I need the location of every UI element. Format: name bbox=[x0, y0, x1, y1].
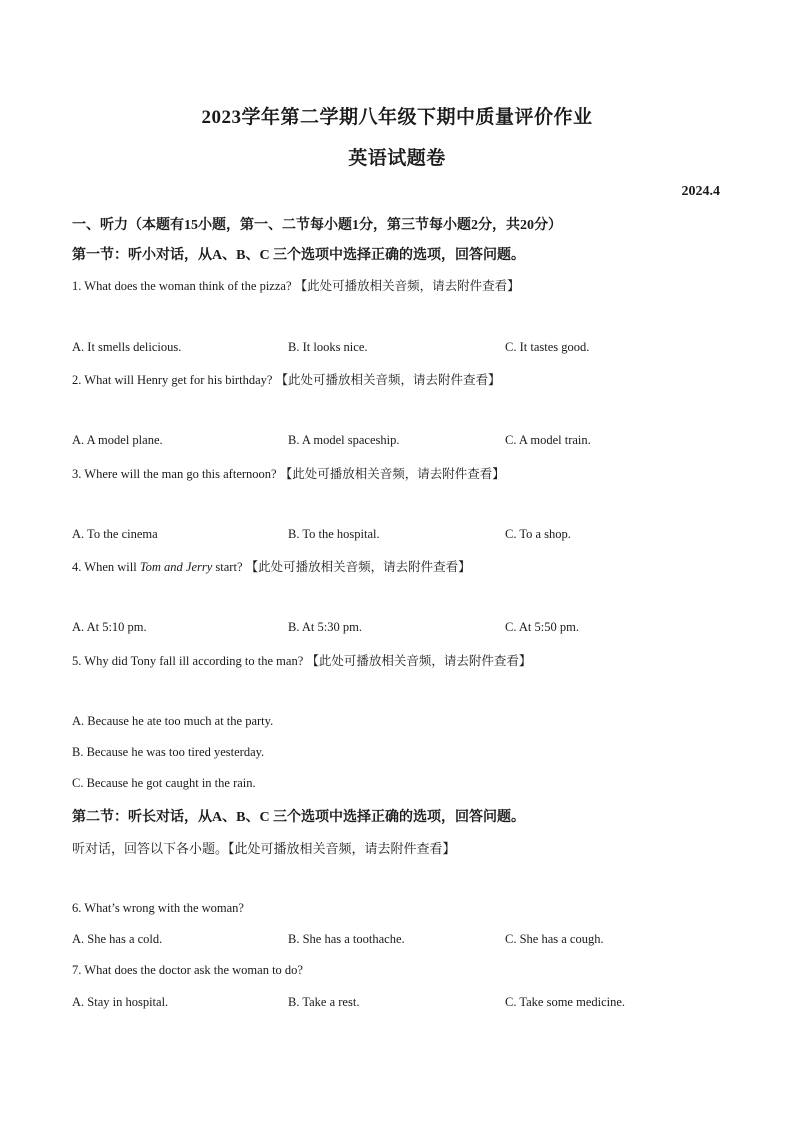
part1-heading: 一、听力（本题有15小题，第一、二节每小题1分，第三节每小题2分，共20分） bbox=[72, 218, 562, 233]
section2-heading: 第二节：听长对话，从A、B、C 三个选项中选择正确的选项，回答问题。 bbox=[72, 810, 526, 825]
question-4-italic-title: Tom and Jerry bbox=[139, 560, 213, 574]
q7-option-a: A. Stay in hospital. bbox=[72, 995, 169, 1009]
q3-option-c: C. To a shop. bbox=[505, 527, 571, 541]
q6-option-c: C. She has a cough. bbox=[505, 932, 604, 946]
exam-date: 2024.4 bbox=[681, 184, 720, 199]
q2-option-b: B. A model spaceship. bbox=[288, 433, 400, 447]
q7-option-c: C. Take some medicine. bbox=[505, 995, 626, 1009]
q6-option-b: B. She has a toothache. bbox=[288, 932, 405, 946]
exam-subtitle: 英语试题卷 bbox=[348, 148, 446, 169]
section1-heading: 第一节：听小对话，从A、B、C 三个选项中选择正确的选项，回答问题。 bbox=[72, 248, 526, 263]
q7-option-b: B. Take a rest. bbox=[288, 995, 360, 1009]
audio-note-4: 【此处可播放相关音频，请去附件查看】 bbox=[245, 559, 471, 574]
audio-note-2: 【此处可播放相关音频，请去附件查看】 bbox=[275, 372, 501, 387]
q1-option-a: A. It smells delicious. bbox=[72, 340, 182, 354]
question-1-text: 1. What does the woman think of the pizza? bbox=[72, 279, 292, 293]
audio-note-3: 【此处可播放相关音频，请去附件查看】 bbox=[279, 466, 505, 481]
question-5-text: 5. Why did Tony fall ill according to the man? bbox=[72, 654, 304, 668]
q5-option-a: A. Because he ate too much at the party. bbox=[72, 714, 274, 728]
audio-note-1: 【此处可播放相关音频，请去附件查看】 bbox=[294, 278, 520, 293]
q4-option-c: C. At 5:50 pm. bbox=[505, 620, 579, 634]
section2-intro: 听对话，回答以下各小题。【此处可播放相关音频，请去附件查看】 bbox=[72, 842, 456, 857]
q3-option-a: A. To the cinema bbox=[72, 527, 158, 541]
question-7: 7. What does the doctor ask the woman to do? bbox=[72, 963, 303, 977]
question-5 bbox=[72, 651, 531, 669]
exam-title: 2023学年第二学期八年级下期中质量评价作业 bbox=[201, 107, 593, 128]
question-4-text-before: 4. When will bbox=[72, 560, 140, 574]
question-2 bbox=[72, 370, 501, 388]
q3-option-b: B. To the hospital. bbox=[288, 527, 380, 541]
question-1 bbox=[72, 276, 520, 294]
q2-option-c: C. A model train. bbox=[505, 433, 591, 447]
question-3 bbox=[72, 464, 505, 482]
q2-option-a: A. A model plane. bbox=[72, 433, 163, 447]
question-4 bbox=[72, 557, 471, 575]
q1-option-c: C. It tastes good. bbox=[505, 340, 590, 354]
q5-option-c: C. Because he got caught in the rain. bbox=[72, 776, 256, 790]
audio-note-5: 【此处可播放相关音频，请去附件查看】 bbox=[306, 653, 532, 668]
q5-option-b: B. Because he was too tired yesterday. bbox=[72, 745, 265, 759]
question-6: 6. What’s wrong with the woman? bbox=[72, 901, 244, 915]
q4-option-a: A. At 5:10 pm. bbox=[72, 620, 147, 634]
q6-option-a: A. She has a cold. bbox=[72, 932, 163, 946]
question-4-text-after: start? bbox=[212, 560, 243, 574]
question-3-text: 3. Where will the man go this afternoon? bbox=[72, 467, 277, 481]
q4-option-b: B. At 5:30 pm. bbox=[288, 620, 362, 634]
question-2-text: 2. What will Henry get for his birthday? bbox=[72, 373, 273, 387]
q1-option-b: B. It looks nice. bbox=[288, 340, 368, 354]
